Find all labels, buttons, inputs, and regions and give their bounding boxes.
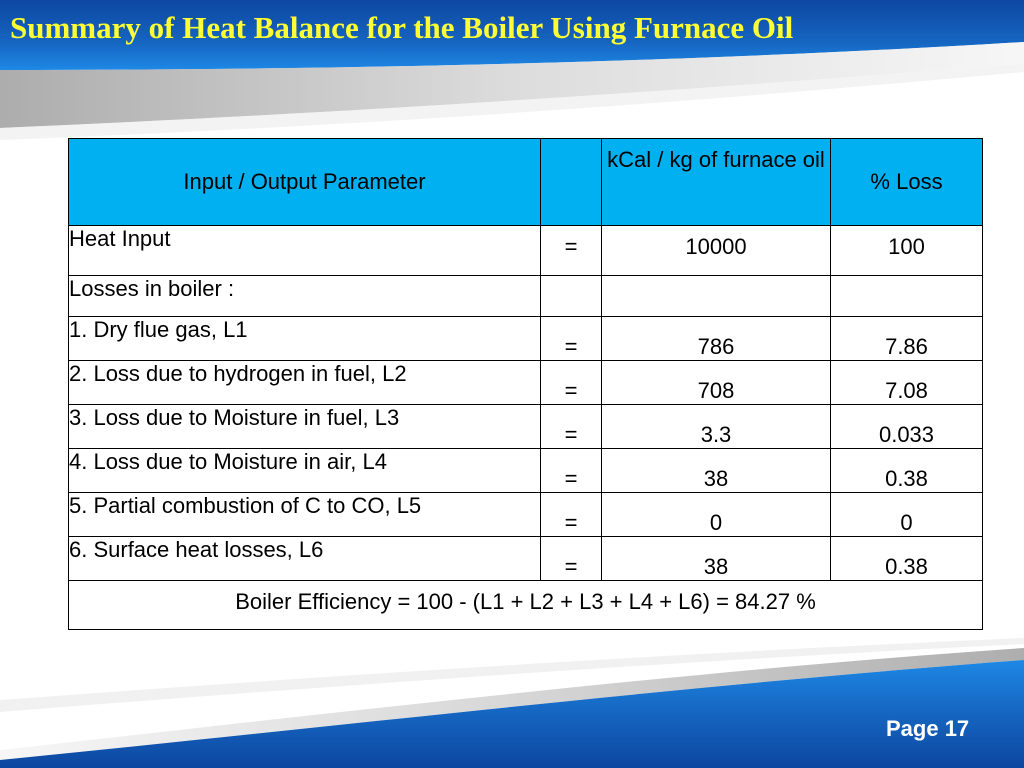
cell-kcal: 3.3 <box>602 405 831 449</box>
heat-balance-table <box>68 138 983 630</box>
cell-kcal: 0 <box>602 493 831 537</box>
table-row <box>69 405 983 449</box>
cell-parameter: 4. Loss due to Moisture in air, L4 <box>69 449 541 493</box>
cell-eq: = <box>541 537 602 581</box>
header-parameter: Input / Output Parameter <box>69 139 541 226</box>
table-row <box>69 537 983 581</box>
header-kcal: kCal / kg of furnace oil <box>602 139 831 226</box>
cell-loss: 0.033 <box>831 405 983 449</box>
cell-kcal: 708 <box>602 361 831 405</box>
cell-kcal: 38 <box>602 449 831 493</box>
cell-eq: = <box>541 493 602 537</box>
boiler-efficiency-text: Boiler Efficiency = 100 - (L1 + L2 + L3 + L4 + L6) = 84.27 % <box>69 581 983 630</box>
table-row <box>69 449 983 493</box>
cell-parameter: Losses in boiler : <box>69 276 541 317</box>
page-number: Page 17 <box>886 716 970 741</box>
cell-loss: 0.38 <box>831 449 983 493</box>
cell-loss: 0.38 <box>831 537 983 581</box>
cell-kcal: 38 <box>602 537 831 581</box>
cell-parameter: 1. Dry flue gas, L1 <box>69 317 541 361</box>
table-row <box>69 317 983 361</box>
cell-parameter: 6. Surface heat losses, L6 <box>69 537 541 581</box>
cell-loss <box>831 276 983 317</box>
cell-loss: 0 <box>831 493 983 537</box>
slide-title: Summary of Heat Balance for the Boiler Using Furnace Oil <box>10 10 794 45</box>
header-eq <box>541 139 602 226</box>
header-loss: % Loss <box>831 139 983 226</box>
cell-eq: = <box>541 226 602 276</box>
footer-banner <box>0 600 1024 768</box>
cell-loss: 7.86 <box>831 317 983 361</box>
cell-parameter: 2. Loss due to hydrogen in fuel, L2 <box>69 361 541 405</box>
cell-eq: = <box>541 449 602 493</box>
table-row <box>69 493 983 537</box>
cell-eq <box>541 276 602 317</box>
cell-loss: 7.08 <box>831 361 983 405</box>
cell-loss: 100 <box>831 226 983 276</box>
table-row <box>69 361 983 405</box>
cell-parameter: Heat Input <box>69 226 541 276</box>
cell-eq: = <box>541 317 602 361</box>
cell-eq: = <box>541 405 602 449</box>
cell-eq: = <box>541 361 602 405</box>
table-row <box>69 276 983 317</box>
table-header-row <box>69 139 983 226</box>
cell-parameter: 3. Loss due to Moisture in fuel, L3 <box>69 405 541 449</box>
cell-parameter: 5. Partial combustion of C to CO, L5 <box>69 493 541 537</box>
table-row <box>69 226 983 276</box>
footer-wave-graphic <box>0 600 1024 768</box>
cell-kcal: 10000 <box>602 226 831 276</box>
cell-kcal <box>602 276 831 317</box>
cell-kcal: 786 <box>602 317 831 361</box>
